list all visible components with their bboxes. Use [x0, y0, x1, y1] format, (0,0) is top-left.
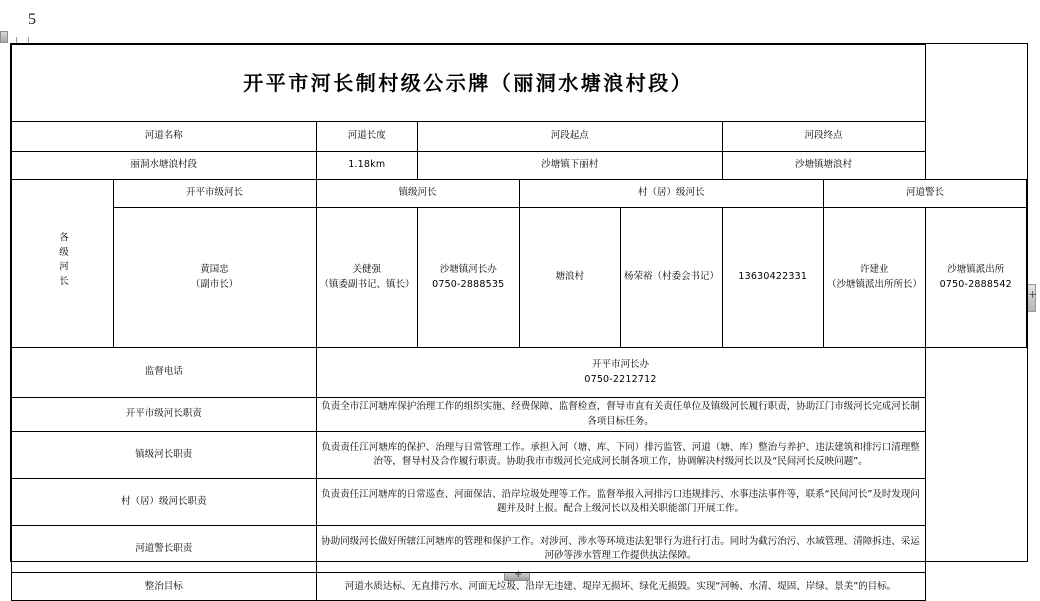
river-info-value-row — [12, 152, 1027, 180]
police-chief-name: 许建业 — [859, 263, 889, 275]
duty-label-village: 村（居）级河长职责 — [12, 479, 317, 526]
city-chief-position: （副市长） — [190, 278, 239, 290]
header-river-police: 河道警长 — [824, 180, 1027, 208]
supervision-row — [12, 348, 1027, 398]
police-office-name: 沙塘镇派出所 — [947, 263, 1005, 275]
supervision-value — [316, 348, 925, 398]
header-city-chief: 开平市级河长 — [113, 180, 316, 208]
city-chief-name: 黄国忠 — [200, 263, 229, 275]
left-resize-handle[interactable] — [0, 31, 8, 43]
town-chief-name: 关健强 — [352, 263, 381, 275]
duty-row — [12, 432, 1027, 479]
river-info-header-row — [12, 122, 1027, 152]
cell-village-name: 塘浪村 — [519, 208, 621, 348]
value-river-end: 沙塘镇塘浪村 — [722, 152, 925, 180]
cell-police-chief — [824, 208, 926, 348]
value-river-name: 丽洞水塘浪村段 — [12, 152, 317, 180]
header-town-chief: 镇级河长 — [316, 180, 519, 208]
cell-city-chief — [113, 208, 316, 348]
duty-row — [12, 398, 1027, 432]
header-village-chief: 村（居）级河长 — [519, 180, 824, 208]
cell-village-chief-phone: 13630422331 — [722, 208, 824, 348]
town-office-name: 沙塘镇河长办 — [439, 263, 497, 275]
chief-level-header-row — [12, 180, 1027, 208]
value-river-start: 沙塘镇下丽村 — [418, 152, 723, 180]
supervision-label: 监督电话 — [12, 348, 317, 398]
town-chief-position: （镇委副书记、镇长） — [319, 278, 415, 290]
cell-town-office — [418, 208, 520, 348]
public-notice-board — [10, 43, 1028, 592]
notice-table — [11, 44, 1027, 601]
duty-text-village: 负责责任江河塘库的日常巡查、河面保洁、沿岸垃圾处理等工作。监督举报入河排污口违规排污、水事违法事件等，联系“民间河长”及时发现问题并及时上报。配合上级河长以及相关职能部门开展工作。 — [316, 479, 925, 526]
title-row — [12, 45, 1027, 122]
page-number: 5 — [28, 11, 37, 28]
chief-value-row — [12, 208, 1027, 348]
cell-village-chief-name: 杨荣裕（村委会书记） — [621, 208, 723, 348]
value-river-length: 1.18km — [316, 152, 418, 180]
supervision-phone: 0750-2212712 — [584, 373, 657, 385]
header-river-name: 河道名称 — [12, 122, 317, 152]
header-river-start: 河段起点 — [418, 122, 723, 152]
duty-text-goal: 河道水质达标、无直排污水、河面无垃圾、沿岸无违建、堤岸无损坏、绿化无损毁。实现“河畅、水清、堤固、岸绿、景美”的目标。 — [316, 573, 925, 601]
town-office-phone: 0750-2888535 — [432, 278, 505, 290]
duty-text-town: 负责责任江河塘库的保护、治理与日常管理工作。承担入河（塘、库、下同）排污监管、河道（塘、库）整治与养护、违法建筑和排污口清理整治等，督导村及合作履行职责。协助我市市级河长完成河长制各项工作，协调解决村级河长以及“民间河长反映问题”。 — [316, 432, 925, 479]
title-cell — [12, 45, 926, 122]
vertical-label-river-chiefs — [12, 180, 114, 348]
police-office-phone: 0750-2888542 — [939, 278, 1012, 290]
police-chief-position: （沙塘镇派出所所长） — [827, 278, 923, 290]
duty-text-city: 负责全市江河塘库保护治理工作的组织实施、经费保障、监督检查，督导市直有关责任单位及镇级河长履行职责，协助江门市级河长完成河长制各项目标任务。 — [316, 398, 925, 432]
vertical-label-text: 各级河长 — [57, 231, 68, 290]
duty-label-goal: 整治目标 — [12, 573, 317, 601]
header-river-end: 河段终点 — [722, 122, 925, 152]
duty-row — [12, 573, 1027, 601]
cell-police-office — [925, 208, 1027, 348]
header-river-length: 河道长度 — [316, 122, 418, 152]
cell-town-chief — [316, 208, 418, 348]
duty-label-town: 镇级河长职责 — [12, 432, 317, 479]
duty-row — [12, 526, 1027, 573]
supervision-office: 开平市河长办 — [591, 358, 649, 370]
duty-text-police: 协助同级河长做好所辖江河塘库的管理和保护工作。对涉河、涉水等环境违法犯罪行为进行打击。同时为截污治污、水域管理、清障拆违、采运河砂等涉水管理工作提供执法保障。 — [316, 526, 925, 573]
duty-label-city: 开平市级河长职责 — [12, 398, 317, 432]
page-title: 开平市河长制村级公示牌（丽洞水塘浪村段） — [243, 70, 694, 95]
duty-row — [12, 479, 1027, 526]
duty-label-police: 河道警长职责 — [12, 526, 317, 573]
